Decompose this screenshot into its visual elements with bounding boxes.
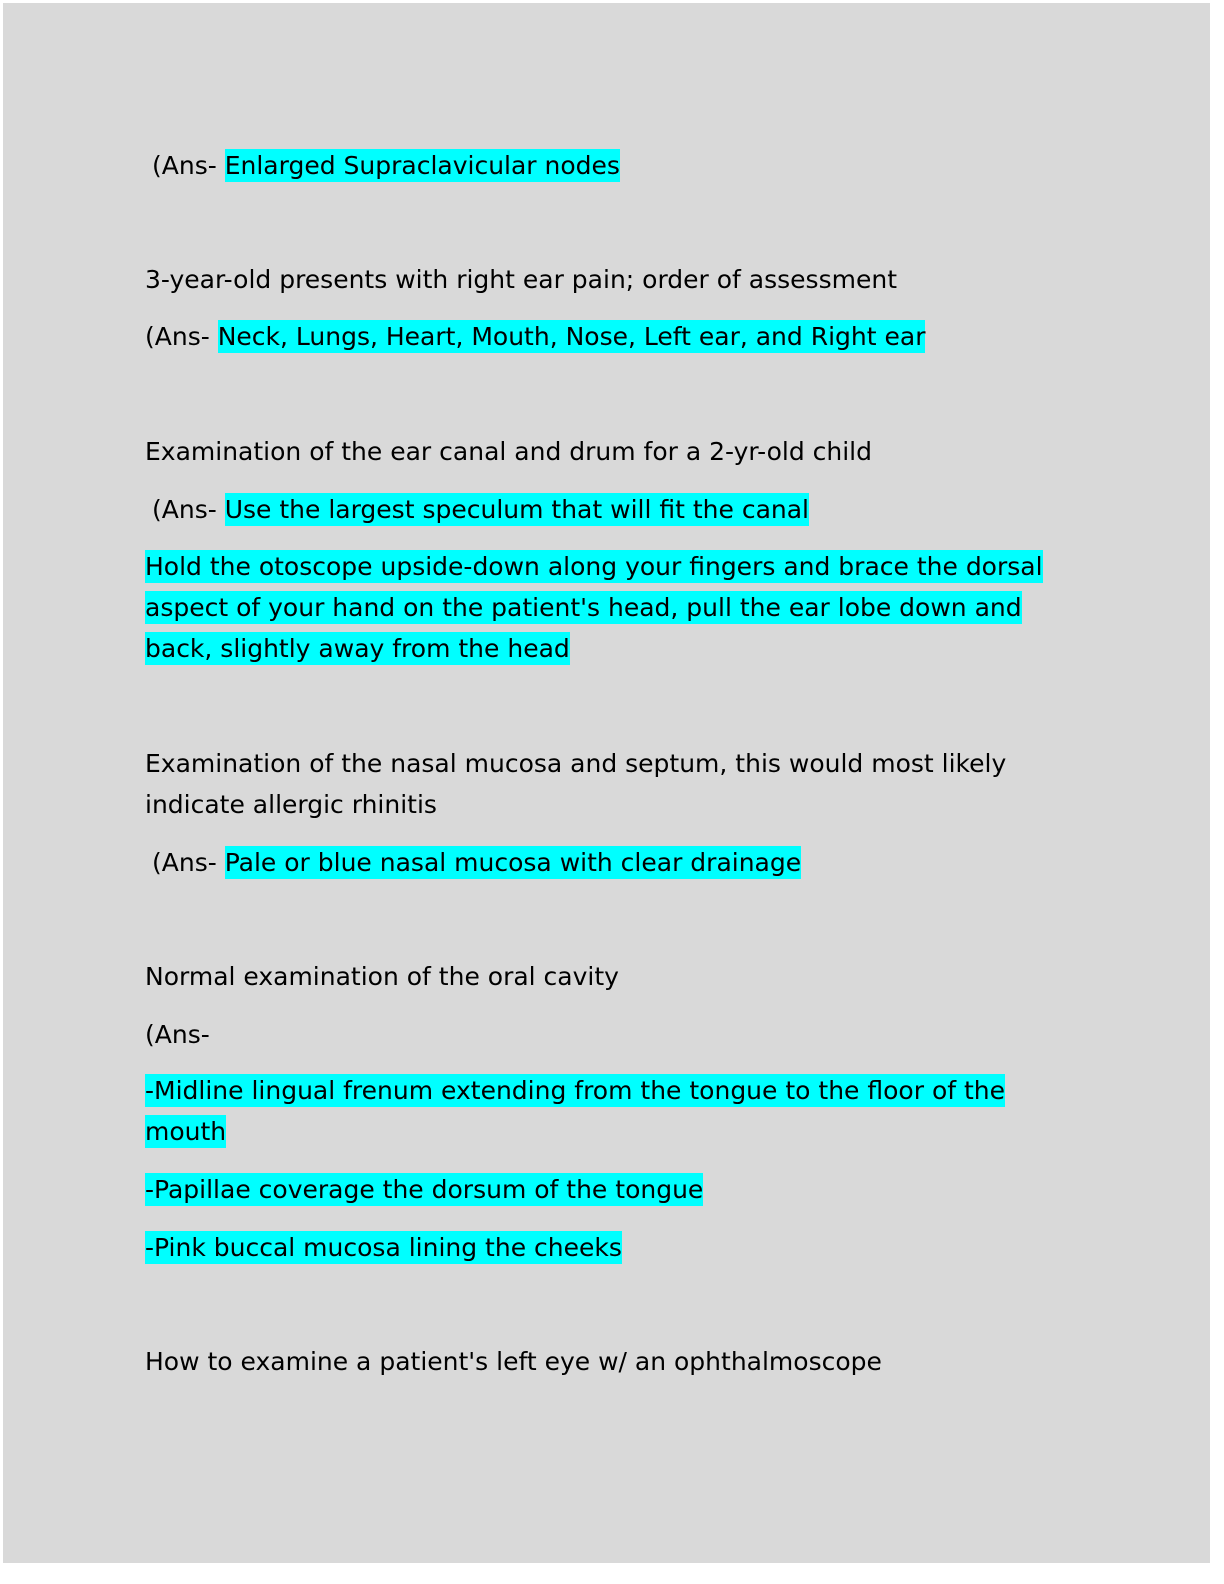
answer-line bbox=[152, 842, 801, 883]
highlighted-answer: Hold the otoscope upside-down along your fingers and brace the dorsal bbox=[145, 552, 1043, 581]
question-line: How to examine a patient's left eye w/ an ophthalmoscope bbox=[145, 1347, 882, 1376]
question-line: Examination of the ear canal and drum for a 2-yr-old child bbox=[145, 437, 872, 466]
answer-prefix: (Ans- bbox=[152, 848, 225, 877]
answer-prefix: (Ans- bbox=[152, 495, 225, 524]
answer-item bbox=[145, 1169, 703, 1210]
highlighted-answer: -Papillae coverage the dorsum of the tongue bbox=[145, 1175, 704, 1204]
answer-continuation bbox=[145, 587, 1022, 628]
highlighted-answer: mouth bbox=[145, 1117, 227, 1146]
highlighted-answer: back, slightly away from the head bbox=[145, 634, 570, 663]
highlighted-answer: -Midline lingual frenum extending from the tongue to the floor of the bbox=[145, 1076, 1006, 1105]
answer-prefix: (Ans- bbox=[145, 322, 218, 351]
answer-line bbox=[152, 145, 620, 186]
highlighted-answer: Use the largest speculum that will fit the canal bbox=[224, 495, 810, 524]
question-line: Examination of the nasal mucosa and septum, this would most likely bbox=[145, 749, 1007, 778]
highlighted-answer: Enlarged Supraclavicular nodes bbox=[224, 151, 620, 180]
question-line: Normal examination of the oral cavity bbox=[145, 962, 619, 991]
answer-line bbox=[145, 316, 925, 357]
highlighted-answer: aspect of your hand on the patient's head, pull the ear lobe down and bbox=[145, 593, 1022, 622]
answer-item bbox=[145, 1111, 226, 1152]
question-line: indicate allergic rhinitis bbox=[145, 790, 437, 819]
answer-prefix: (Ans- bbox=[152, 151, 225, 180]
highlighted-answer: Neck, Lungs, Heart, Mouth, Nose, Left ear, and Right ear bbox=[217, 322, 926, 351]
highlighted-answer: -Pink buccal mucosa lining the cheeks bbox=[145, 1233, 622, 1262]
highlighted-answer: Pale or blue nasal mucosa with clear drainage bbox=[224, 848, 802, 877]
answer-item bbox=[145, 1227, 622, 1268]
answer-line bbox=[152, 489, 809, 530]
answer-continuation bbox=[145, 546, 1043, 587]
answer-prefix: (Ans- bbox=[145, 1020, 210, 1049]
answer-continuation bbox=[145, 628, 570, 669]
question-line: 3-year-old presents with right ear pain; order of assessment bbox=[145, 265, 897, 294]
document-page bbox=[3, 3, 1210, 1563]
answer-item bbox=[145, 1070, 1005, 1111]
